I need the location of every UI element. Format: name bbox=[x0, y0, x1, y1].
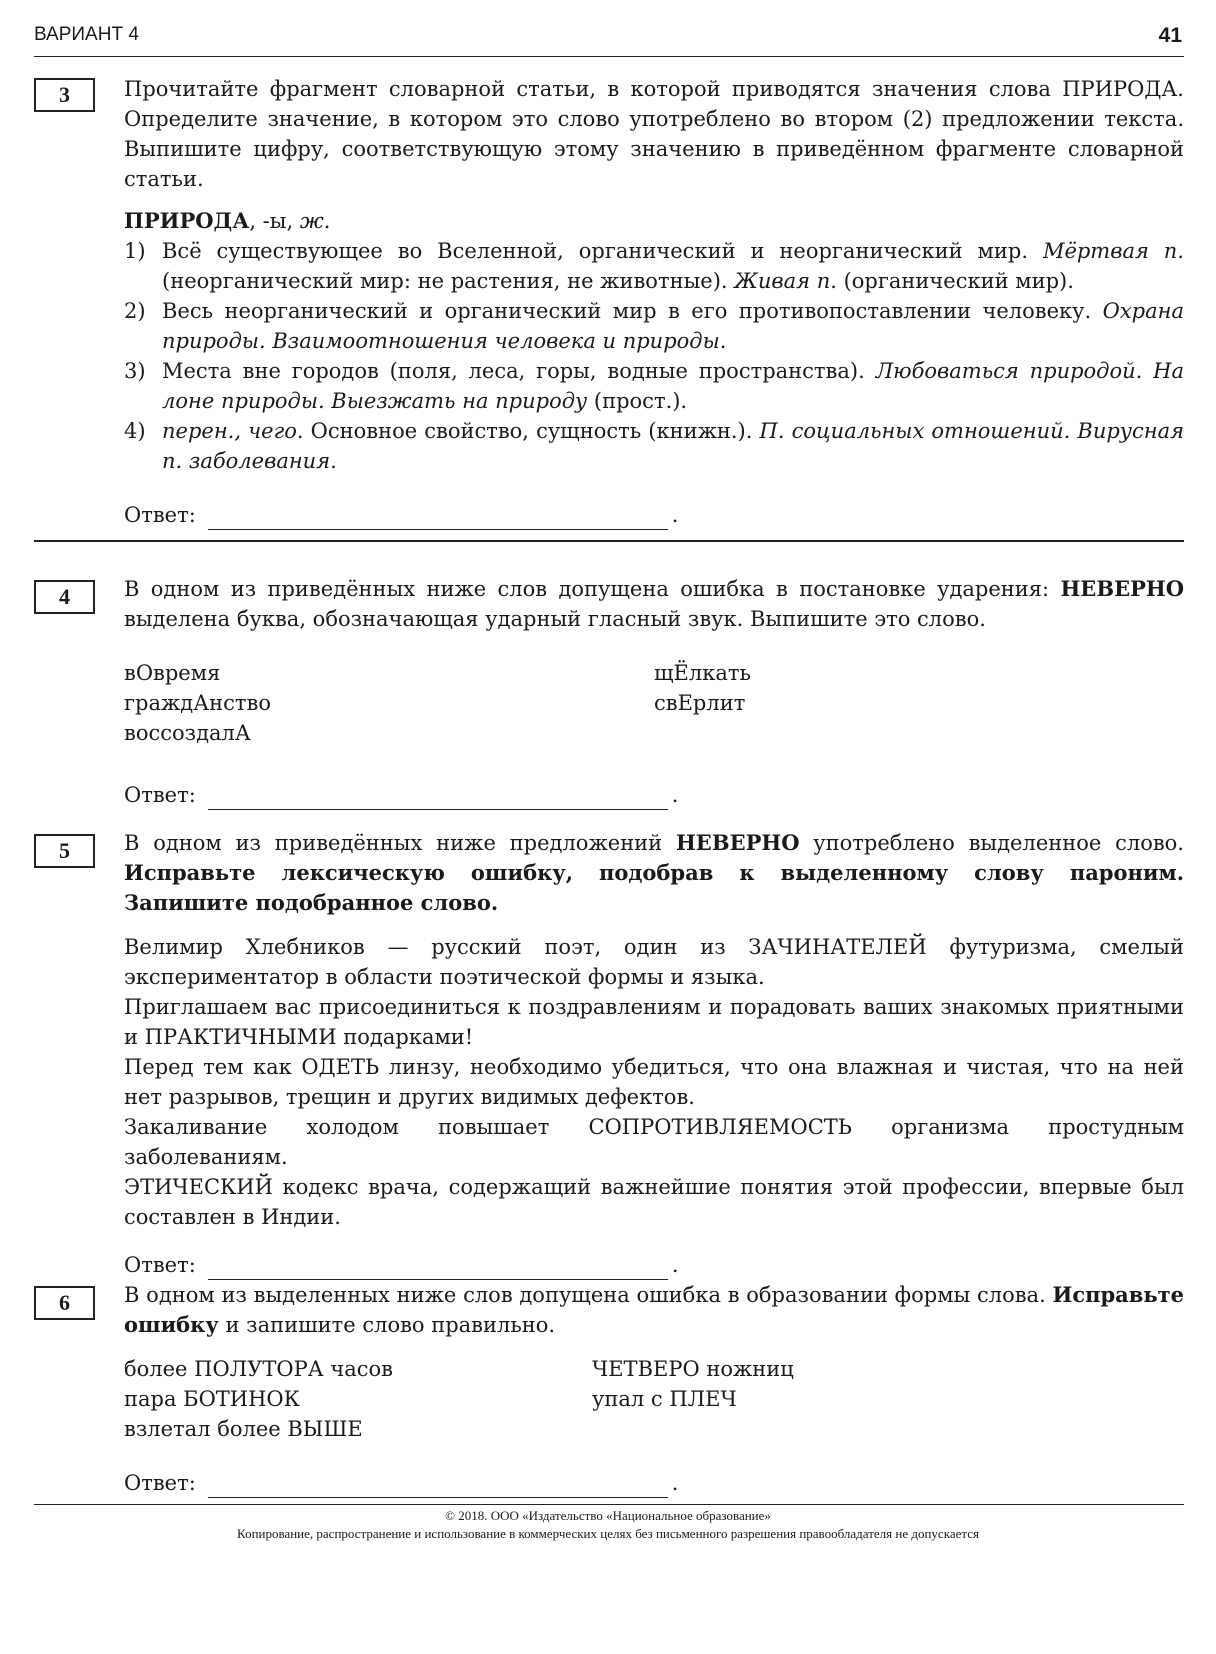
answer-row-6 bbox=[124, 1468, 1184, 1498]
instructions-emphasis: Исправьте лексическую ошибку, подобрав к выделенному слову пароним. Запишите подобранное слово. bbox=[124, 860, 1184, 915]
answer-row-3 bbox=[124, 500, 1184, 530]
sentence: Велимир Хлебников — русский поэт, один из ЗАЧИНАТЕЛЕЙ футуризма, смелый экспериментатор в области поэтической формы и языка. bbox=[124, 935, 1184, 989]
footer-rule bbox=[34, 1504, 1184, 1505]
word-option: воссоздалА bbox=[124, 721, 251, 745]
definition-example: П. социальных отношений. Вирусная п. заболевания. bbox=[162, 419, 1185, 473]
instructions-text: употреблено выделенное слово. bbox=[799, 831, 1184, 855]
definition-number: 1) bbox=[124, 239, 146, 263]
answer-field-5[interactable] bbox=[208, 1255, 668, 1280]
answer-period: . bbox=[671, 503, 679, 527]
phrase-columns bbox=[124, 1354, 1184, 1444]
task-6 bbox=[124, 1280, 1184, 1498]
answer-label: Ответ: bbox=[124, 503, 196, 527]
answer-row-4 bbox=[124, 780, 1184, 810]
sentence: ЭТИЧЕСКИЙ кодекс врача, содержащий важнейшие понятия этой профессии, впервые был составлен в Индии. bbox=[124, 1175, 1184, 1229]
task-6-instructions bbox=[124, 1280, 1184, 1340]
definition-2 bbox=[124, 296, 1184, 356]
word-column-left bbox=[124, 658, 654, 748]
phrase-option: ЧЕТВЕРО ножниц bbox=[592, 1357, 794, 1381]
variant-header: ВАРИАНТ 4 bbox=[34, 24, 139, 45]
task-number-6: 6 bbox=[34, 1286, 95, 1320]
definition-number: 4) bbox=[124, 419, 146, 443]
answer-row-5 bbox=[124, 1250, 1184, 1280]
definition-text: Основное свойство, сущность (книжн.). bbox=[303, 419, 760, 443]
sentence: Приглашаем вас присоединиться к поздравлениям и порадовать ваших знакомых приятными и ПРАКТИЧНЫМИ подарками! bbox=[124, 995, 1184, 1049]
answer-label: Ответ: bbox=[124, 1253, 196, 1277]
definition-example: Охрана природы. Взаимоотношения человека и природы. bbox=[162, 299, 1184, 353]
task-number-3: 3 bbox=[34, 78, 95, 112]
sentence-list bbox=[124, 932, 1184, 1232]
definition-3 bbox=[124, 356, 1184, 416]
task-4-instructions bbox=[124, 574, 1184, 634]
instructions-text: выделена буква, обозначающая ударный гласный звук. Выпишите это слово. bbox=[124, 607, 986, 631]
definition-4 bbox=[124, 416, 1184, 476]
page-number: 41 bbox=[1158, 24, 1182, 47]
task-3-instructions: Прочитайте фрагмент словарной статьи, в которой приводятся значения слова ПРИРОДА. Определите значение, в котором это слово употреблено во втором (2) предложении текста. Выпишите цифру, соответствующую этому значению в приведённом фрагменте словарной статьи. bbox=[124, 77, 1184, 191]
definition-label: перен., чего. bbox=[162, 419, 304, 443]
definition-example: Живая п. bbox=[734, 269, 837, 293]
footer-copyright: © 2018. ООО «Издательство «Национальное образование» bbox=[445, 1508, 771, 1523]
definition-1 bbox=[124, 236, 1184, 296]
task-number-4: 4 bbox=[34, 580, 95, 614]
footer-notice: Копирование, распространение и использование в коммерческих целях без письменного разрешения правообладателя не допускается bbox=[237, 1526, 979, 1541]
dictionary-gender: ж. bbox=[299, 209, 331, 233]
answer-field-4[interactable] bbox=[208, 785, 668, 810]
instructions-text: В одном из приведённых ниже предложений bbox=[124, 831, 676, 855]
word-option: граждАнство bbox=[124, 691, 271, 715]
answer-label: Ответ: bbox=[124, 783, 196, 807]
sentence: Перед тем как ОДЕТЬ линзу, необходимо убедиться, что она влажная и чистая, что на ней нет разрывов, трещин и других видимых дефектов. bbox=[124, 1055, 1184, 1109]
answer-period: . bbox=[671, 1253, 679, 1277]
definition-text: Места вне городов (поля, леса, горы, водные пространства). bbox=[162, 359, 876, 383]
word-option: свЕрлит bbox=[654, 691, 746, 715]
dictionary-grammar: , -ы, bbox=[249, 209, 300, 233]
dictionary-headword-line bbox=[124, 206, 1184, 236]
phrase-option: более ПОЛУТОРА часов bbox=[124, 1357, 393, 1381]
instructions-emphasis: НЕВЕРНО bbox=[1060, 576, 1184, 601]
definition-text: Весь неорганический и органический мир в его противопоставлении человеку. bbox=[162, 299, 1103, 323]
section-divider bbox=[34, 540, 1184, 542]
word-option: щЁлкать bbox=[654, 661, 751, 685]
definition-number: 2) bbox=[124, 299, 146, 323]
answer-period: . bbox=[671, 1471, 679, 1495]
task-5 bbox=[124, 828, 1184, 1280]
answer-period: . bbox=[671, 783, 679, 807]
dictionary-entry bbox=[124, 206, 1184, 476]
word-columns bbox=[124, 658, 1184, 748]
instructions-emphasis: НЕВЕРНО bbox=[675, 830, 800, 855]
answer-label: Ответ: bbox=[124, 1471, 196, 1495]
word-option: вОвремя bbox=[124, 661, 221, 685]
phrase-option: упал с ПЛЕЧ bbox=[592, 1387, 737, 1411]
instructions-text: В одном из выделенных ниже слов допущена ошибка в образовании формы слова. bbox=[124, 1283, 1053, 1307]
word-column-right bbox=[654, 658, 751, 748]
task-3 bbox=[124, 74, 1184, 530]
task-5-instructions bbox=[124, 828, 1184, 918]
dictionary-headword: ПРИРОДА bbox=[124, 208, 250, 233]
instructions-text: и запишите слово правильно. bbox=[218, 1313, 556, 1337]
task-4 bbox=[124, 574, 1184, 810]
phrase-option: взлетал более ВЫШЕ bbox=[124, 1417, 363, 1441]
answer-field-6[interactable] bbox=[208, 1473, 668, 1498]
definition-text: (органический мир). bbox=[836, 269, 1074, 293]
instructions-text: В одном из приведённых ниже слов допущена ошибка в постановке ударения: bbox=[124, 577, 1061, 601]
definition-example: Мёртвая п. bbox=[1042, 239, 1184, 263]
phrase-column-left bbox=[124, 1354, 592, 1444]
header-rule bbox=[34, 56, 1184, 57]
definition-text: Всё существующее во Вселенной, органический и неорганический мир. bbox=[162, 239, 1043, 263]
phrase-option: пара БОТИНОК bbox=[124, 1387, 300, 1411]
phrase-column-right bbox=[592, 1354, 794, 1444]
definition-number: 3) bbox=[124, 359, 146, 383]
answer-field-3[interactable] bbox=[208, 505, 668, 530]
sentence: Закаливание холодом повышает СОПРОТИВЛЯЕМОСТЬ организма простудным заболеваниям. bbox=[124, 1115, 1184, 1169]
instructions-emphasis: Исправьте ошибку bbox=[124, 1282, 1184, 1337]
definition-text: (прост.). bbox=[587, 389, 688, 413]
definition-example: Любоваться природой. На лоне природы. Выезжать на природу bbox=[162, 359, 1184, 413]
definition-list bbox=[124, 236, 1184, 476]
definition-text: (неорганический мир: не растения, не животные). bbox=[162, 269, 735, 293]
task-number-5: 5 bbox=[34, 834, 95, 868]
